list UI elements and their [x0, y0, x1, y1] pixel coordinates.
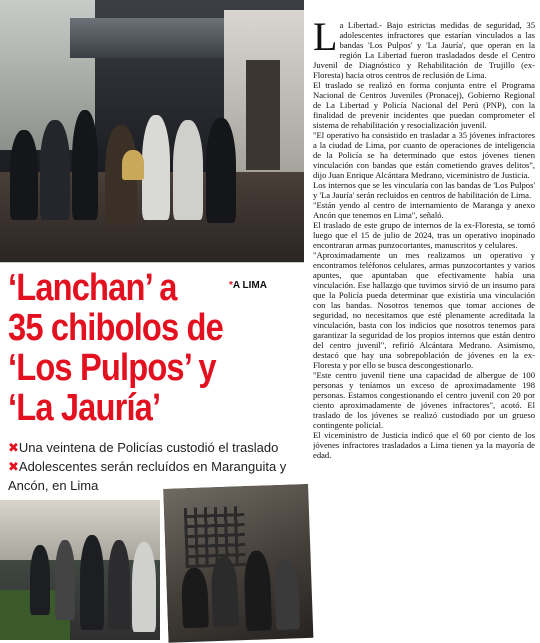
headline-line: ‘Lanchan’ a — [8, 267, 177, 309]
dateline-text: A LIMA — [232, 280, 267, 291]
photo-door — [246, 60, 280, 170]
subhead-text: Adolescentes serán recluídos en Maranguita y Ancón, en Lima — [8, 459, 287, 493]
article-paragraph: "Este centro juvenil tiene una capacidad de albergue de 100 personas y teníamos un exceso de aproximadamente 198 personas. Estamos congestionando el centro juvenil con 20 por ciento aproximadamente de jóvenes infractores", acotó. El traslado de los jóvenes se realizó custodiado por un grueso contingente policial. — [313, 370, 535, 430]
headline — [8, 268, 266, 428]
bullet-x-icon: ✖ — [8, 459, 19, 474]
photo-crowd — [10, 90, 240, 230]
article-paragraph: Los internos que se les vincularía con las bandas de 'Los Pulpos' y 'La Jauría' serán recluidos en centros de habilitación de Lima. — [313, 180, 535, 200]
article-paragraph: "El operativo ha consistido en trasladar a 35 jóvenes infractores a la ciudad de Lima, por cuanto de operaciones de inteligencia de la Policía se ha determinado que estos jóvenes tienen vinculación con bandas que están cometiendo graves delitos", dijo Juan Enrique Alcántara Medrano, viceministro de Justicia. — [313, 130, 535, 180]
article-paragraph: a Libertad.- Bajo estrictas medidas de seguridad, 35 adolescentes infractores que estarían vinculados a las bandas 'Los Pulpos' y 'La Jauría', que operan en la región La Libertad fueron trasladados desde el Centro Juvenil de Diagnóstico y Rehabilitación de Trujillo (ex-Floresta) hacia otros centros de reclusión de Lima. — [313, 20, 535, 80]
article-paragraph: "Están yendo al centro de internamiento de Maranga y anexo Ancón que tenemos en Lima", señaló. — [313, 200, 535, 220]
article-paragraph: El viceministro de Justicia indicó que el 60 por ciento de los jóvenes infractores trasladados a Lima tienen ya la mayoría de edad. — [313, 430, 535, 460]
article-paragraph: El traslado de este grupo de internos de la ex-Floresta, se tomó luego que el 15 de julio de 2024, tras un operativo inopinado encontraran armas punzocortantes, manuscritos y celulares. — [313, 220, 535, 250]
photo-inmates-night-courtyard — [0, 0, 304, 263]
drop-cap: L — [313, 20, 338, 59]
photo-window-grate — [184, 506, 246, 568]
photo-crowd — [163, 484, 308, 489]
headline-line: 35 chibolos de — [8, 307, 223, 349]
article-paragraph: El traslado se realizó en forma conjunta entre el Programa Nacional de Centros Juveniles (Pronacej), Gobierno Regional de La Libertad y Policía Nacional del Perú (PNP), con la finalidad de prevenir incidentes que puedan comprometer el sistema de rehabilitación y resocialización juvenil. — [313, 80, 535, 130]
article-paragraph: "Aproximadamente un mes realizamos un operativo y encontramos teléfonos celulares, armas punzocortantes y varios apuntes, que apuntaban que efectivamente había una vinculación. Ese hallazgo que tuvimos sirvió de un insumo para que la Policía pueda determinar que existiría una vinculación con las bandas. Nosotros tenemos que tomar acciones de seguridad, no necesitamos que esté plenamente acreditada la vinculación, basta con los indicios que nosotros tenemos para garantizar la seguridad de los propios internos que están dentro del centro juvenil", refirió Alcántara Medrano. Asimismo, destacó que hay una sobrepoblación de jóvenes en la ex-Floresta y por ello se busca descongestionarlo. — [313, 250, 535, 370]
photo-inmates-cell — [160, 481, 313, 643]
photo-inmates-outdoor — [0, 500, 160, 640]
article-body — [313, 20, 535, 636]
dateline-star: * — [229, 280, 233, 291]
bullet-x-icon: ✖ — [8, 440, 19, 455]
subhead-text: Una veintena de Policías custodió el traslado — [18, 440, 279, 455]
headline-line: ‘Los Pulpos’ y — [8, 347, 216, 389]
headline-line: ‘La Jauría’ — [8, 387, 161, 429]
dateline — [229, 280, 267, 291]
